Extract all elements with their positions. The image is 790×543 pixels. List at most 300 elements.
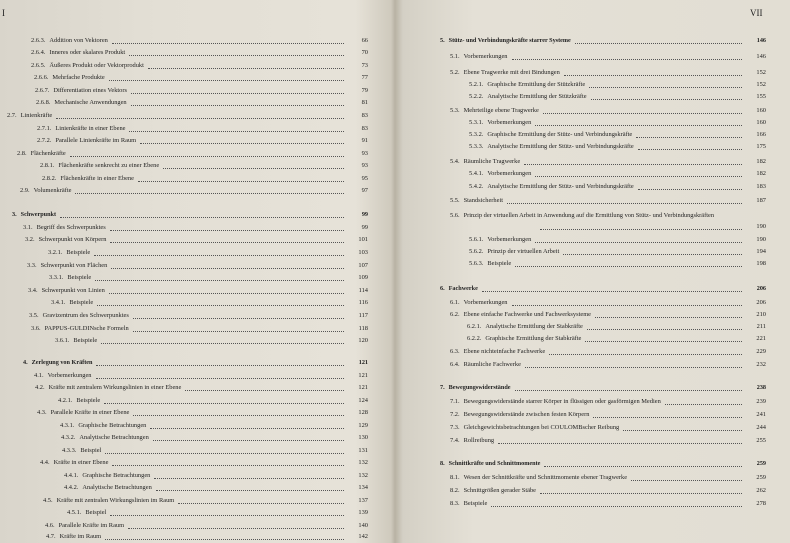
dot-leader — [96, 355, 344, 366]
toc-entry-number: 6. — [440, 285, 445, 292]
toc-entry-text: Analytische Ermittlung der Stützkräfte — [487, 93, 587, 100]
toc-entry-page: 152 — [756, 69, 766, 76]
toc-entry-text: Zerlegung von Kräften — [31, 359, 93, 366]
dot-leader — [101, 333, 344, 344]
toc-entry-text: Linienkräfte — [20, 112, 53, 119]
dot-leader — [70, 146, 344, 157]
toc-entry-text: Analytische Ermittlung der Stabkräfte — [485, 323, 583, 330]
toc-entry-text: Vorbemerkungen — [463, 53, 508, 60]
toc-entry-text: Flächenkräfte senkrecht zu einer Ebene — [58, 162, 160, 169]
toc-entry-text: Bewegungswiderstände zwischen festen Körpern — [463, 411, 590, 418]
toc-entry-page: 120 — [358, 337, 368, 344]
toc-entry-page: 182 — [756, 170, 766, 177]
toc-entry-title — [467, 322, 583, 332]
dot-leader — [56, 108, 344, 119]
toc-entry-text: Mechanische Anwendungen — [54, 99, 127, 106]
toc-entry-page: 97 — [361, 187, 368, 194]
toc-entry-text: Räumliche Tragwerke — [463, 158, 521, 165]
dot-leader — [515, 380, 742, 391]
toc-entry-number: 2.7.2. — [37, 137, 52, 144]
toc-entry — [440, 459, 768, 469]
toc-entry-text: Kräfte im Raum — [59, 533, 102, 540]
toc-entry — [31, 48, 370, 58]
dot-leader — [156, 480, 344, 491]
dot-leader — [111, 258, 344, 269]
toc-entry-title — [450, 157, 520, 167]
toc-entry — [23, 358, 370, 368]
toc-entry — [469, 169, 768, 179]
toc-entry — [61, 433, 370, 443]
toc-entry — [7, 111, 370, 121]
toc-entry-title — [469, 169, 531, 179]
toc-entry-text: Graphische Ermittlung der Stützkräfte — [487, 81, 586, 88]
toc-entry-number: 6.2. — [450, 311, 460, 318]
toc-entry-page: 259 — [756, 460, 766, 467]
toc-entry-number: 8. — [440, 460, 445, 467]
toc-entry-title — [450, 196, 503, 206]
toc-entry-title — [7, 111, 52, 121]
toc-entry — [450, 499, 768, 509]
toc-entry-page: 187 — [756, 197, 766, 204]
toc-entry-page: 93 — [361, 150, 368, 157]
toc-entry-text: Schnittgrößen gerader Stäbe — [463, 487, 536, 494]
toc-entry-text: Inneres oder skalares Produkt — [49, 49, 126, 56]
toc-entry — [450, 52, 768, 62]
toc-entry-number: 3.4. — [28, 287, 38, 294]
toc-entry-title — [37, 136, 136, 146]
toc-entry — [440, 284, 768, 294]
toc-entry-number: 5.4.2. — [469, 183, 484, 190]
dot-leader — [535, 232, 742, 243]
toc-entry-title — [440, 383, 511, 393]
dot-leader — [595, 307, 742, 318]
toc-entry-title — [60, 421, 146, 431]
dot-leader — [544, 456, 742, 467]
dot-leader — [512, 295, 743, 306]
toc-entry — [450, 347, 768, 357]
toc-entry-page: 101 — [358, 236, 368, 243]
toc-entry — [440, 383, 768, 393]
toc-entry — [450, 196, 768, 206]
toc-entry-number: 5.3.3. — [469, 143, 484, 150]
toc-entry — [48, 248, 370, 258]
toc-entry-page: 70 — [361, 49, 368, 56]
dot-leader — [525, 357, 742, 368]
toc-entry-page: 255 — [756, 437, 766, 444]
right-page-number: VII — [750, 8, 763, 18]
toc-entry-text: Kräfte mit zentralem Wirkungslinien in einer Ebene — [48, 384, 182, 391]
toc-entry-page: 139 — [358, 509, 368, 516]
left-page — [0, 0, 392, 543]
toc-entry-page: 131 — [358, 447, 368, 454]
toc-entry-title — [469, 142, 634, 152]
dot-leader — [131, 95, 344, 106]
toc-entry-text: Wesen der Schnittkräfte und Schnittmomente ebener Tragwerke — [463, 474, 628, 481]
dot-leader — [153, 430, 344, 441]
toc-entry-number: 5.2.1. — [469, 81, 484, 88]
dot-leader — [60, 207, 344, 218]
toc-entry-page: 132 — [358, 459, 368, 466]
dot-leader — [591, 89, 742, 100]
toc-entry — [450, 473, 768, 483]
toc-entry-text: Beispiel — [85, 509, 107, 516]
toc-entry-page: 238 — [756, 384, 766, 391]
toc-entry-number: 5.4. — [450, 158, 460, 165]
toc-entry — [469, 92, 768, 102]
toc-entry-number: 4.3.3. — [62, 447, 77, 454]
dot-leader — [128, 518, 344, 529]
dot-leader — [535, 115, 742, 126]
toc-entry-page: 244 — [756, 424, 766, 431]
toc-entry-title — [31, 48, 125, 58]
toc-entry — [469, 182, 768, 192]
dot-leader — [636, 127, 742, 138]
toc-entry-text: Vorbemerkungen — [487, 170, 532, 177]
dot-leader — [507, 193, 742, 204]
toc-entry-number: 4.1. — [34, 372, 44, 379]
toc-entry-text: Gravizentrum des Schwerpunktes — [42, 312, 129, 319]
toc-entry — [29, 311, 370, 321]
toc-entry-text: Linienkräfte in einer Ebene — [55, 125, 126, 132]
toc-entry-title — [34, 73, 105, 83]
toc-entry-page: 160 — [756, 119, 766, 126]
toc-entry-title — [55, 336, 97, 346]
toc-entry — [55, 336, 370, 346]
toc-entry-text: Graphische Ermittlung der Stabkräfte — [485, 335, 582, 342]
toc-entry-page: 198 — [756, 260, 766, 267]
dot-leader — [105, 529, 344, 540]
toc-entry-text: Fachwerke — [448, 285, 478, 292]
toc-entry-number: 5.3.2. — [469, 131, 484, 138]
toc-entry — [51, 298, 370, 308]
toc-entry-number: 3.4.1. — [51, 299, 66, 306]
toc-entry-page: 77 — [361, 74, 368, 81]
toc-entry-title — [36, 98, 127, 108]
toc-entry-title — [20, 186, 71, 196]
dot-leader — [104, 393, 344, 404]
dot-leader — [105, 443, 344, 454]
toc-entry — [40, 161, 370, 171]
toc-entry — [450, 397, 768, 407]
toc-entry-text: Bewegungswiderstände — [448, 384, 511, 391]
toc-entry-number: 4.2. — [35, 384, 45, 391]
toc-entry-number: 3.6. — [31, 325, 41, 332]
toc-entry-title — [450, 106, 539, 116]
right-page — [398, 0, 790, 543]
toc-entry-title — [40, 161, 159, 171]
dot-leader — [131, 83, 344, 94]
toc-entry-text: Graphische Betrachtungen — [82, 472, 151, 479]
dot-leader — [138, 171, 344, 182]
toc-entry — [12, 210, 370, 220]
toc-entry-text: Prinzip der virtuellen Arbeit — [487, 248, 560, 255]
toc-entry — [450, 436, 768, 446]
toc-entry-page: 206 — [756, 285, 766, 292]
toc-entry-page: 146 — [756, 37, 766, 44]
toc-entry-page: 93 — [361, 162, 368, 169]
toc-entry-text: Beispiele — [66, 249, 91, 256]
dot-leader — [133, 405, 344, 416]
toc-entry-page: 103 — [358, 249, 368, 256]
toc-entry-page: 259 — [756, 474, 766, 481]
toc-entry — [450, 210, 768, 234]
dot-leader — [491, 496, 742, 507]
dot-leader — [585, 331, 742, 342]
toc-entry-page: 152 — [756, 81, 766, 88]
toc-entry-number: 7.4. — [450, 437, 460, 444]
toc-entry-page: 91 — [361, 137, 368, 144]
dot-leader — [589, 77, 742, 88]
toc-entry-title — [450, 68, 560, 78]
dot-leader — [129, 45, 344, 56]
toc-entry-text: Gleichgewichtsbetrachtungen bei COULOMBscher Reibung — [463, 424, 620, 431]
toc-entry — [469, 259, 768, 269]
toc-entry-number: 4.3.2. — [61, 434, 76, 441]
toc-entry-title — [29, 311, 129, 321]
toc-entry-number: 4.4.1. — [64, 472, 79, 479]
toc-entry-text: Analytische Ermittlung der Stütz- und Verbindungskräfte — [487, 183, 634, 190]
toc-entry-number: 4.4.2. — [64, 484, 79, 491]
toc-entry-number: 5.3. — [450, 107, 460, 114]
toc-entry-number: 6.2.2. — [467, 335, 482, 342]
toc-entry-text: Mehrfache Produkte — [52, 74, 105, 81]
toc-entry-page: 262 — [756, 487, 766, 494]
toc-entry-text: Addition von Vektoren — [49, 37, 108, 44]
toc-entry-number: 8.3. — [450, 500, 460, 507]
dot-leader — [535, 166, 742, 177]
dot-leader — [109, 70, 344, 81]
toc-entry-title — [440, 36, 571, 46]
left-page-number: I — [2, 8, 5, 18]
toc-entry — [46, 532, 370, 542]
toc-entry-number: 2.8. — [17, 150, 27, 157]
dot-leader — [94, 245, 344, 256]
toc-entry-number: 2.7. — [7, 112, 17, 119]
toc-entry-number: 4.3. — [37, 409, 47, 416]
toc-entry — [450, 486, 768, 496]
dot-leader — [575, 33, 742, 44]
toc-entry-title — [37, 408, 129, 418]
dot-leader — [185, 380, 344, 391]
toc-entry-number: 2.6.3. — [31, 37, 46, 44]
toc-entry-title — [450, 499, 487, 509]
toc-entry-text: Vorbemerkungen — [47, 372, 92, 379]
toc-entry-text: Volumenkräfte — [33, 187, 72, 194]
toc-entry-page: 128 — [358, 409, 368, 416]
toc-entry-number: 4.5.1. — [67, 509, 82, 516]
toc-entry-text: Vorbemerkungen — [487, 236, 532, 243]
dot-leader — [154, 468, 344, 479]
toc-entry-title — [450, 423, 619, 433]
toc-entry-page: 278 — [756, 500, 766, 507]
toc-entry-text: Ebene nichteinfache Fachwerke — [463, 348, 546, 355]
toc-entry-number: 5.2. — [450, 69, 460, 76]
toc-entry-title — [12, 210, 56, 220]
toc-entry-title — [450, 410, 589, 420]
toc-entry-title — [48, 248, 90, 258]
toc-entry-number: 5.6.1. — [469, 236, 484, 243]
toc-entry-page: 146 — [756, 53, 766, 60]
toc-entry-page: 241 — [756, 411, 766, 418]
toc-entry-text: Analytische Betrachtungen — [79, 434, 149, 441]
toc-entry-text: Räumliche Fachwerke — [463, 361, 521, 368]
toc-entry-title — [23, 358, 92, 368]
toc-entry-page: 99 — [361, 211, 368, 218]
dot-leader — [163, 158, 344, 169]
toc-entry — [64, 483, 370, 493]
toc-entry-number: 4.4. — [40, 459, 50, 466]
toc-entry-page: 83 — [361, 125, 368, 132]
toc-entry-title — [450, 473, 627, 483]
dot-leader — [112, 455, 344, 466]
toc-entry-number: 2.9. — [20, 187, 30, 194]
toc-entry — [450, 410, 768, 420]
toc-entry-number: 3.6.1. — [55, 337, 70, 344]
toc-entry-page: 130 — [358, 434, 368, 441]
toc-entry-text: Äußeres Produkt oder Vektorprodukt — [49, 62, 144, 69]
toc-entry-number: 5.6. — [450, 212, 460, 219]
toc-entry-title — [25, 235, 106, 245]
toc-entry-number: 2.8.2. — [42, 175, 57, 182]
toc-entry-text: Begriff des Schwerpunktes — [36, 224, 106, 231]
dot-leader — [109, 283, 344, 294]
dot-leader — [498, 433, 742, 444]
toc-entry-number: 4.5. — [43, 497, 53, 504]
toc-entry-title — [467, 334, 581, 344]
dot-leader — [133, 308, 344, 319]
toc-entry-text: Graphische Betrachtungen — [78, 422, 147, 429]
toc-entry-number: 7.3. — [450, 424, 460, 431]
toc-entry — [35, 383, 370, 393]
toc-entry-page: 129 — [358, 422, 368, 429]
toc-entry-number: 3.5. — [29, 312, 39, 319]
toc-entry-page: 229 — [756, 348, 766, 355]
toc-entry-page: 182 — [756, 158, 766, 165]
dot-leader — [482, 281, 742, 292]
toc-entry-number: 5.3.1. — [469, 119, 484, 126]
toc-entry-title — [64, 471, 150, 481]
toc-entry-title — [35, 86, 127, 96]
toc-entry-text: Analytische Ermittlung der Stütz- und Verbindungskräfte — [487, 143, 634, 150]
toc-entry-text: Kräfte mit zentralen Wirkungslinien im Raum — [56, 497, 175, 504]
toc-entry-text: Schnittkräfte und Schnittmomente — [448, 460, 541, 467]
toc-entry-text: Beispiele — [69, 299, 94, 306]
toc-entry-number: 5.4.1. — [469, 170, 484, 177]
toc-entry-text: Beispiele — [463, 500, 488, 507]
toc-entry-title — [37, 124, 125, 134]
toc-entry-page: 124 — [358, 397, 368, 404]
toc-entry-number: 4.2.1. — [58, 397, 73, 404]
toc-entry-number: 4.7. — [46, 533, 56, 540]
dot-leader — [150, 418, 344, 429]
dot-leader — [563, 244, 742, 255]
toc-entry-number: 3.2. — [25, 236, 35, 243]
toc-entry — [37, 136, 370, 146]
toc-entry-text: Ebene einfache Fachwerke und Fachwerksysteme — [463, 311, 591, 318]
toc-entry-number: 5.1. — [450, 53, 460, 60]
toc-entry-number: 5.6.3. — [469, 260, 484, 267]
dot-leader — [623, 420, 742, 431]
toc-entry-number: 8.2. — [450, 487, 460, 494]
toc-entry-number: 2.6.6. — [34, 74, 49, 81]
dot-leader — [96, 368, 345, 379]
dot-leader — [178, 493, 344, 504]
dot-leader — [75, 183, 344, 194]
toc-entry-page: 210 — [756, 311, 766, 318]
dot-leader — [593, 407, 742, 418]
toc-entry — [67, 508, 370, 518]
dot-leader — [564, 65, 742, 76]
toc-entry-number: 6.1. — [450, 299, 460, 306]
dot-leader — [129, 121, 344, 132]
toc-entry-number: 4.3.1. — [60, 422, 75, 429]
toc-entry-title — [450, 52, 508, 62]
dot-leader — [515, 256, 742, 267]
dot-leader — [112, 33, 344, 44]
toc-entry — [440, 36, 768, 46]
toc-entry-page: 107 — [358, 262, 368, 269]
toc-entry-text: Parallele Kräfte im Raum — [58, 522, 125, 529]
toc-entry-page: 66 — [361, 37, 368, 44]
toc-entry-text: Schwerpunkt von Linien — [41, 287, 105, 294]
toc-entry-title — [64, 483, 152, 493]
toc-entry-text: Stütz- und Verbindungskräfte starrer Systeme — [448, 37, 571, 44]
toc-entry-text: Parallele Kräfte in einer Ebene — [50, 409, 130, 416]
toc-entry-number: 2.6.8. — [36, 99, 51, 106]
toc-entry-number: 8.1. — [450, 474, 460, 481]
toc-entry-text: Beispiele — [76, 397, 101, 404]
toc-entry-title — [67, 508, 106, 518]
toc-entry-number: 7.1. — [450, 398, 460, 405]
toc-entry — [469, 142, 768, 152]
toc-entry-title — [450, 397, 661, 407]
toc-entry-number: 3.3.1. — [49, 274, 64, 281]
toc-entry-page: 137 — [358, 497, 368, 504]
toc-entry-text: Mehrteilige ebene Tragwerke — [463, 107, 539, 114]
toc-entry — [34, 73, 370, 83]
toc-entry — [20, 186, 370, 196]
toc-entry — [49, 273, 370, 283]
toc-entry-number: 5.6.2. — [469, 248, 484, 255]
toc-entry-title — [58, 396, 100, 406]
toc-entry-number: 2.7.1. — [37, 125, 52, 132]
toc-entry-title — [450, 436, 494, 446]
toc-entry — [40, 458, 370, 468]
toc-entry-text: Kräfte in einer Ebene — [53, 459, 109, 466]
toc-entry-page: 134 — [358, 484, 368, 491]
toc-entry-text: Differentiation eines Vektors — [53, 87, 127, 94]
toc-entry-page: 142 — [358, 533, 368, 540]
toc-entry-title — [469, 259, 511, 269]
toc-entry-text: Standsicherheit — [463, 197, 503, 204]
toc-entry-text: Parallele Linienkräfte im Raum — [55, 137, 137, 144]
toc-entry-text: Beispiele — [67, 274, 92, 281]
toc-entry-title — [23, 223, 106, 233]
toc-entry-number: 6.2.1. — [467, 323, 482, 330]
toc-entry-page: 140 — [358, 522, 368, 529]
toc-entry-title — [450, 347, 545, 357]
toc-entry-title — [40, 458, 108, 468]
toc-entry-page: 211 — [756, 323, 766, 330]
toc-entry-text: Prinzip der virtuellen Arbeit in Anwendung auf die Ermittlung von Stütz- und Verbindungskräften — [463, 212, 715, 219]
toc-entry-text: Graphische Ermittlung der Stütz- und Verbindungskräfte — [487, 131, 633, 138]
toc-entry-number: 5.2.2. — [469, 93, 484, 100]
toc-entry-text: Vorbemerkungen — [463, 299, 508, 306]
toc-entry — [450, 423, 768, 433]
toc-entry-page: 155 — [756, 93, 766, 100]
toc-entry-page: 194 — [756, 248, 766, 255]
toc-entry-page: 99 — [361, 224, 368, 231]
